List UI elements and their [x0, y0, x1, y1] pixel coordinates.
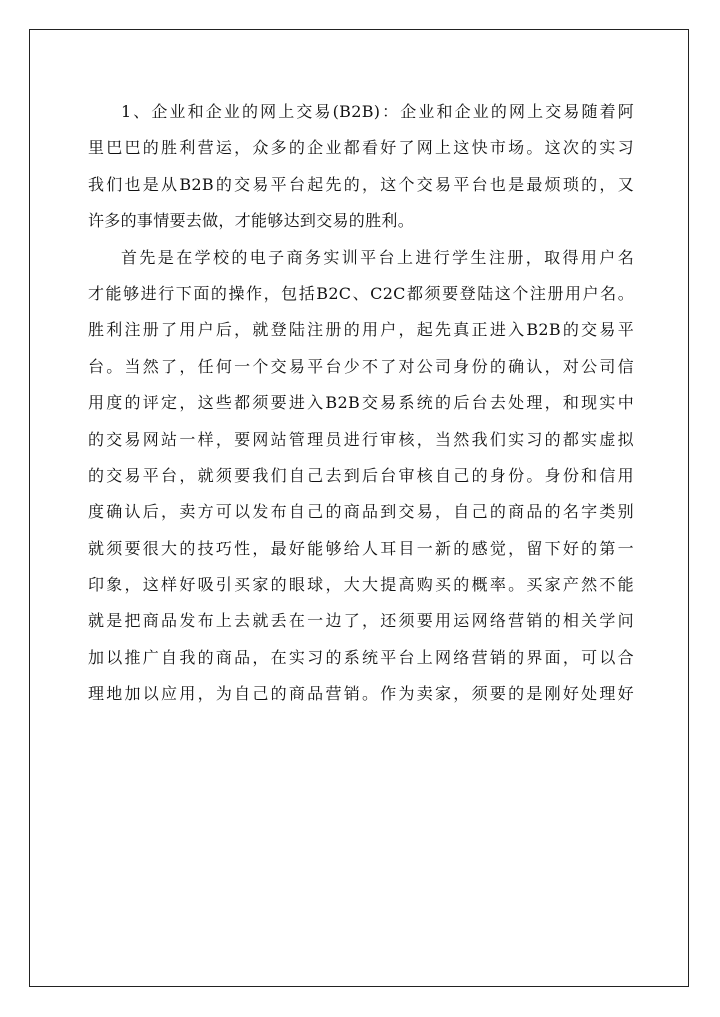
document-body [88, 94, 634, 713]
paragraph-2-line-9: 就须要很大的技巧性，最好能够给人耳目一新的感觉，留下好的第一 [88, 538, 634, 558]
paragraph-2-line-6: 的交易网站一样，要网站管理员进行审核，当然我们实习的都实虚拟 [88, 429, 634, 449]
paragraph-2-line-4: 台。当然了，任何一个交易平台少不了对公司身份的确认，对公司信 [88, 356, 634, 376]
paragraph-2-line-12: 加以推广自我的商品，在实习的系统平台上网络营销的界面，可以合 [88, 647, 634, 667]
paragraph-1-line-1: 1、企业和企业的网上交易(B2B)：企业和企业的网上交易随着阿 [121, 102, 634, 121]
paragraph-2-line-1: 首先是在学校的电子商务实训平台上进行学生注册，取得用户名 [121, 247, 634, 267]
paragraph-2-line-10: 印象，这样好吸引买家的眼球，大大提高购买的概率。买家产然不能 [88, 575, 634, 595]
paragraph-2-line-13: 理地加以应用，为自己的商品营销。作为卖家，须要的是刚好处理好 [88, 684, 634, 704]
paragraph-2-line-8: 度确认后，卖方可以发布自己的商品到交易，自己的商品的名字类别 [88, 502, 634, 522]
paragraph-2-line-5: 用度的评定，这些都须要进入B2B交易系统的后台去处理，和现实中 [88, 393, 634, 413]
paragraph-2-line-3: 胜利注册了用户后，就登陆注册的用户，起先真正进入B2B的交易平 [88, 320, 634, 340]
paragraph-1-line-2: 里巴巴的胜利营运，众多的企业都看好了网上这快市场。这次的实习 [88, 138, 634, 158]
paragraph-1-line-3: 我们也是从B2B的交易平台起先的，这个交易平台也是最烦琐的，又 [88, 174, 634, 194]
paragraph-2-line-2: 才能够进行下面的操作，包括B2C、C2C都须要登陆这个注册用户名。 [88, 283, 634, 303]
paragraph-2-line-7: 的交易平台，就须要我们自己去到后台审核自己的身份。身份和信用 [88, 465, 634, 485]
paragraph-1-line-4: 许多的事情要去做，才能够达到交易的胜利。 [88, 211, 415, 231]
paragraph-2-line-11: 就是把商品发布上去就丢在一边了，还须要用运网络营销的相关学问 [88, 611, 634, 631]
